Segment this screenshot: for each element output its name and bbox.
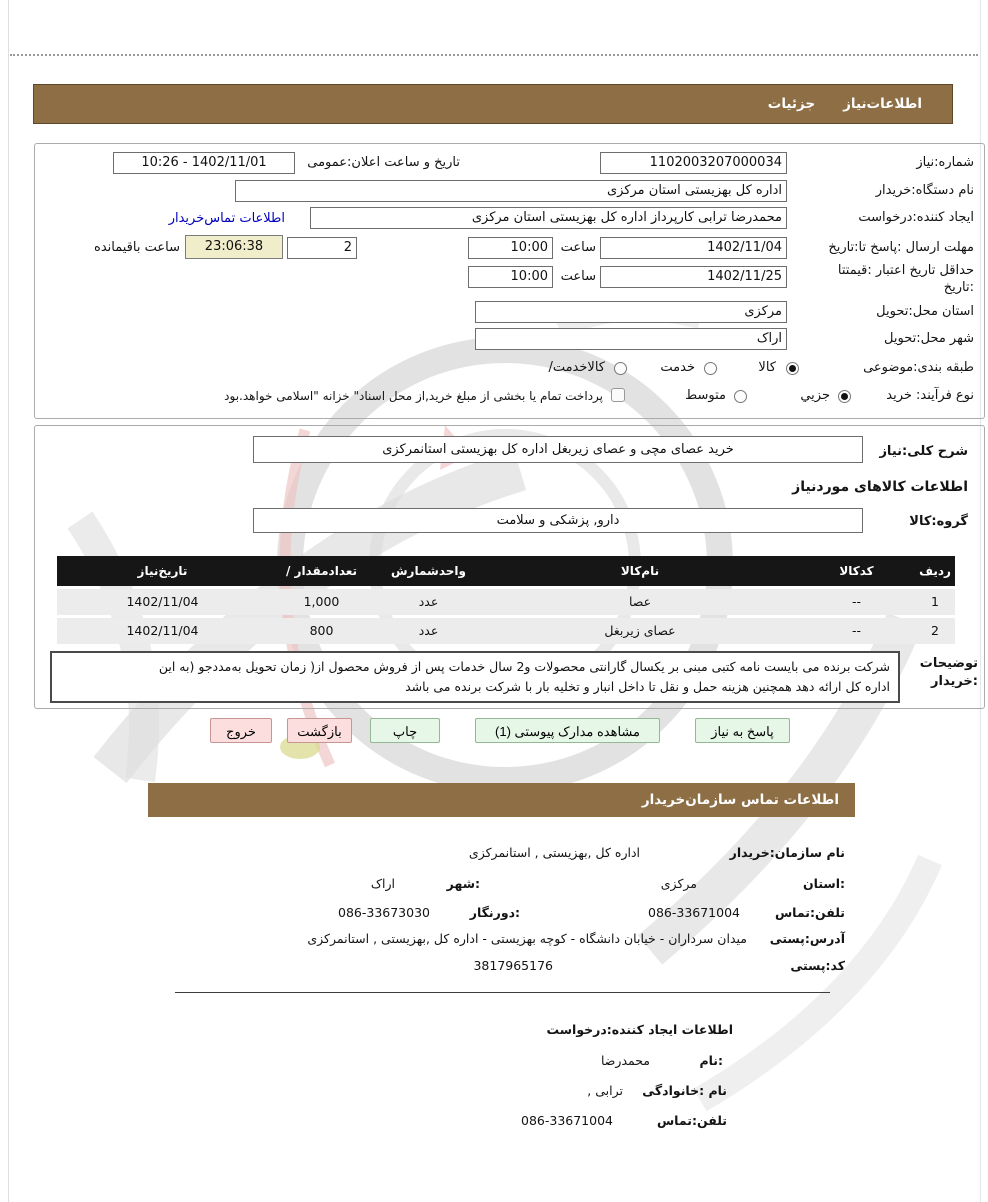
org-city-label: :شهر <box>446 876 480 891</box>
cell-item-name: عصا <box>628 594 652 609</box>
tab-need-info[interactable]: اطلاعات‌نیاز <box>843 96 922 112</box>
need-number-field[interactable]: 1102003207000034 <box>600 152 787 174</box>
org-province-label: :استان <box>802 876 845 891</box>
remaining-hours-label: ساعت باقیمانده <box>94 240 180 255</box>
announce-datetime-label: تاریخ و ساعت اعلان:عمومی <box>307 155 460 170</box>
cell-row-no: 2 <box>931 623 939 638</box>
creator-last-name-value: ترابی , <box>587 1083 623 1098</box>
price-validity-date-field[interactable]: 1402/11/25 <box>600 266 787 288</box>
category-goods-label: کالا <box>758 360 776 375</box>
col-header-item-name: نام‌کالا <box>620 564 660 578</box>
request-creator-label: ایجاد کننده:درخواست <box>858 210 974 225</box>
buyer-org-label: نام دستگاه:خریدار <box>875 183 974 198</box>
category-goods-service-label: کالاخدمت/ <box>548 360 605 375</box>
back-button[interactable]: بازگشت <box>287 718 352 743</box>
creator-phone-value: 086-33671004 <box>521 1113 613 1128</box>
deadline-hour-label: ساعت <box>560 240 596 255</box>
need-summary-label: شرح کلی:نیاز <box>879 444 968 459</box>
org-zip-value: 3817965176 <box>473 958 553 973</box>
items-section-heading: اطلاعات کالاهای موردنیاز <box>792 479 968 495</box>
buyer-org-field[interactable]: اداره کل بهزیستی استان مرکزی <box>235 180 787 202</box>
section-divider-line <box>175 992 830 993</box>
delivery-city-field[interactable]: اراک <box>475 328 787 350</box>
items-table-header <box>57 556 955 586</box>
validity-hour-label: ساعت <box>560 269 596 284</box>
col-header-item-code: کدکالا <box>839 564 874 578</box>
items-table <box>57 556 955 644</box>
cell-row-no: 1 <box>931 594 939 609</box>
radio-process-medium[interactable] <box>734 390 747 403</box>
price-validity-label-line1: حداقل تاریخ اعتبار :قیمتتا <box>837 263 974 278</box>
reply-deadline-label: مهلت ارسال :پاسخ تا:تاریخ <box>828 240 974 255</box>
cell-need-date: 1402/11/04 <box>126 623 199 638</box>
cell-item-code: -- <box>851 594 862 609</box>
exit-button[interactable]: خروج <box>210 718 272 743</box>
org-province-value: مرکزی <box>660 876 697 891</box>
request-creator-field[interactable]: محمدرضا ترابی کارپرداز اداره کل بهزیستی استان مرکزی <box>310 207 787 229</box>
creator-first-name-value: محمدرضا <box>600 1053 650 1068</box>
org-zip-label: کد:پستی <box>790 958 845 973</box>
treasury-payment-label: پرداخت تمام یا بخشی از مبلغ خرید,از محل اسناد" خزانه "اسلامی خواهد.بود <box>224 389 603 403</box>
process-minor-label: جزیي <box>800 388 830 403</box>
radio-category-goods-service[interactable] <box>614 362 627 375</box>
treasury-payment-checkbox[interactable] <box>611 388 625 402</box>
need-number-label: شماره:نیاز <box>916 155 974 170</box>
org-name-value: اداره کل ,بهزیستی , استانمرکزی <box>468 845 640 860</box>
remaining-days-field[interactable]: 2 <box>287 237 357 259</box>
creator-first-name-label: :نام <box>699 1053 723 1068</box>
buyer-notes-line2: اداره کل ارائه دهد همچنین هزینه حمل و نقل تا داخل انبار و تخلیه بار با شرکت برنده می باشد <box>405 679 890 694</box>
reply-deadline-date-field[interactable]: 1402/11/04 <box>600 237 787 259</box>
org-fax-value: 086-33673030 <box>338 905 430 920</box>
header-tab-bar <box>33 84 953 124</box>
reply-to-need-button[interactable]: پاسخ به نیاز <box>695 718 790 743</box>
col-header-need-date: تاریخ‌نیاز <box>137 564 188 578</box>
buyer-notes-label-line1: توضیحات <box>919 656 978 671</box>
countdown-timer: 23:06:38 <box>185 235 283 259</box>
buyer-contact-link[interactable]: اطلاعات تماس‌خریدار <box>168 211 285 226</box>
price-validity-label-line2: :تاریخ <box>943 280 974 295</box>
print-button[interactable]: چاپ <box>370 718 440 743</box>
process-medium-label: متوسط <box>685 388 726 403</box>
radio-category-goods[interactable] <box>786 362 799 375</box>
delivery-province-label: استان محل:تحویل <box>876 304 974 319</box>
org-address-value: میدان سرداران - خیابان دانشگاه - کوچه بهزیستی - اداره کل ,بهزیستی , استانمرکزی <box>307 931 747 946</box>
creator-last-name-label: نام :خانوادگی <box>642 1083 727 1098</box>
org-phone-label: تلفن:تماس <box>774 905 845 920</box>
org-phone-value: 086-33671004 <box>648 905 740 920</box>
category-service-label: خدمت <box>660 360 695 375</box>
process-type-label: نوع فرآیند: خرید <box>886 388 974 403</box>
goods-group-field[interactable]: دارو, پزشکی و سلامت <box>253 508 863 533</box>
cell-unit: عدد <box>418 623 439 638</box>
goods-group-label: گروه:کالا <box>909 514 968 529</box>
top-dotted-divider <box>10 54 978 56</box>
table-row <box>57 618 955 644</box>
org-address-label: آدرس:پستی <box>769 931 845 946</box>
cell-item-code: -- <box>851 623 862 638</box>
col-header-quantity: تعدادمقدار / <box>285 564 358 578</box>
cell-item-name: عصای زیربغل <box>604 623 676 638</box>
table-row <box>57 589 955 615</box>
reply-deadline-time-field[interactable]: 10:00 <box>468 237 553 259</box>
radio-category-service[interactable] <box>704 362 717 375</box>
view-attachments-button[interactable]: مشاهده مدارک پیوستی (1) <box>475 718 660 743</box>
delivery-province-field[interactable]: مرکزی <box>475 301 787 323</box>
creator-phone-label: تلفن:تماس <box>656 1113 727 1128</box>
need-summary-field[interactable]: خرید عصای مچی و عصای زیربغل اداره کل بهزیستی استانمرکزی <box>253 436 863 463</box>
buyer-notes-line1: شرکت برنده می بایست نامه کتبی مبنی بر یکسال گارانتی محصولات و2 سال خدمات پس از فروش محصول از( زمان تحویل به‌مددجو (به این <box>158 659 890 674</box>
delivery-city-label: شهر محل:تحویل <box>884 331 974 346</box>
buyer-notes-textarea[interactable] <box>50 651 900 703</box>
announce-datetime-field[interactable]: 1402/11/01 - 10:26 <box>113 152 295 174</box>
org-city-value: اراک <box>370 876 395 891</box>
cell-quantity: 1,000 <box>303 594 340 609</box>
creator-contact-heading: اطلاعات ایجاد کننده:درخواست <box>546 1022 733 1037</box>
tab-details[interactable]: جزئیات <box>767 96 816 112</box>
buyer-notes-label-line2: :خریدار <box>931 674 978 689</box>
subject-category-label: طبقه بندی:موضوعی <box>863 360 974 375</box>
price-validity-time-field[interactable]: 10:00 <box>468 266 553 288</box>
cell-unit: عدد <box>418 594 439 609</box>
org-name-label: نام سازمان:خریدار <box>729 845 845 860</box>
page-left-border <box>8 0 9 1202</box>
cell-quantity: 800 <box>309 623 334 638</box>
cell-need-date: 1402/11/04 <box>126 594 199 609</box>
col-header-row-no: ردیف <box>919 564 951 578</box>
org-contact-header-bar: اطلاعات تماس سازمان‌خریدار <box>148 783 855 817</box>
radio-process-minor[interactable] <box>838 390 851 403</box>
org-fax-label: :دورنگار <box>469 905 520 920</box>
col-header-unit: واحدشمارش <box>391 564 466 578</box>
